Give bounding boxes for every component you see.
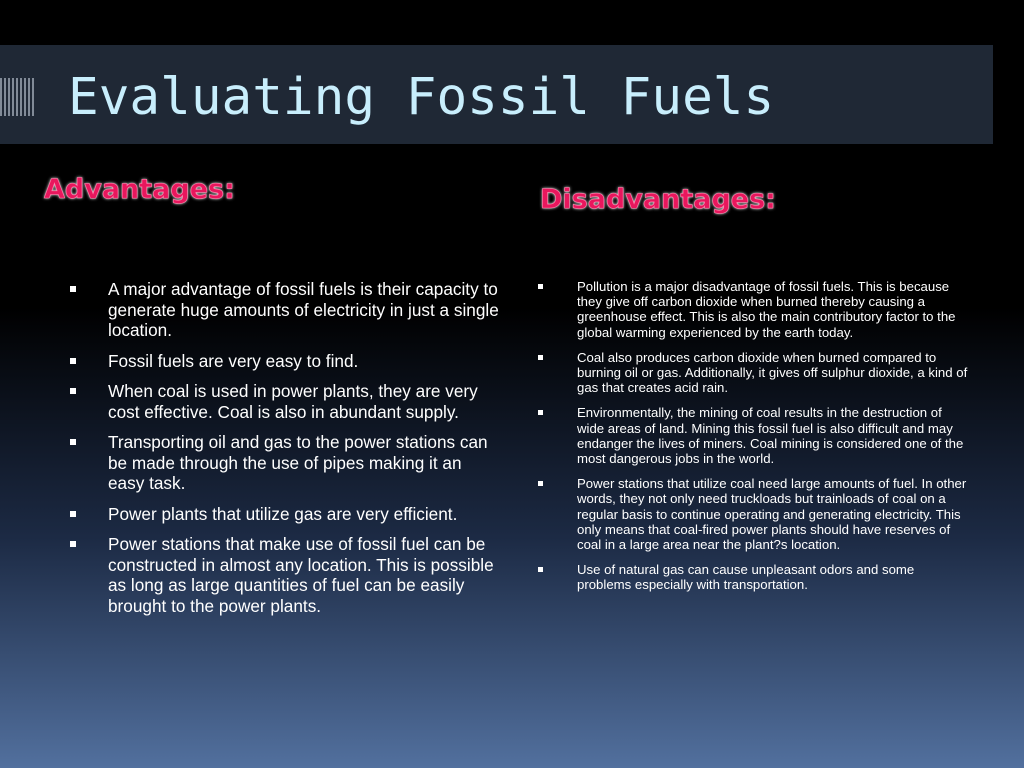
list-item bbox=[538, 279, 968, 340]
square-bullet-icon bbox=[538, 284, 543, 289]
advantages-heading: Advantages: bbox=[44, 174, 235, 205]
list-item-text: Use of natural gas can cause unpleasant odors and some problems especially with transportation. bbox=[577, 562, 915, 593]
list-item-text: Power plants that utilize gas are very efficient. bbox=[108, 503, 458, 524]
list-item bbox=[538, 476, 968, 552]
disadvantages-heading: Disadvantages: bbox=[540, 184, 776, 215]
list-item-text: Power stations that utilize coal need large amounts of fuel. In other words, they not only need truckloads but trainloads of coal on a regular basis to continue operating and generating electricity. This only means that coal-fired power plants should have reserves of coal in a large area near the plant?s location. bbox=[577, 476, 967, 553]
square-bullet-icon bbox=[70, 541, 76, 547]
list-item-text: Environmentally, the mining of coal results in the destruction of wide areas of land. Mining this fossil fuel is also difficult and may endanger the lives of miners. Coal mining is considered one of the most dangerous jobs in the world. bbox=[577, 405, 964, 467]
list-item bbox=[70, 432, 500, 494]
list-item bbox=[538, 562, 968, 592]
square-bullet-icon bbox=[70, 388, 76, 394]
striped-bars-decoration bbox=[0, 78, 36, 116]
list-item-text: A major advantage of fossil fuels is their capacity to generate huge amounts of electricity in just a single location. bbox=[108, 279, 499, 340]
list-item bbox=[70, 279, 500, 341]
list-item bbox=[70, 351, 500, 372]
square-bullet-icon bbox=[70, 439, 76, 445]
square-bullet-icon bbox=[70, 358, 76, 364]
list-item bbox=[538, 405, 968, 466]
square-bullet-icon bbox=[538, 410, 543, 415]
square-bullet-icon bbox=[70, 511, 76, 517]
list-item bbox=[70, 381, 500, 422]
slide-title: Evaluating Fossil Fuels bbox=[68, 68, 775, 127]
list-item bbox=[538, 350, 968, 396]
list-item-text: When coal is used in power plants, they are very cost effective. Coal is also in abundant supply. bbox=[108, 381, 478, 422]
square-bullet-icon bbox=[538, 355, 543, 360]
list-item-text: Power stations that make use of fossil fuel can be constructed in almost any location. This is possible as long as large quantities of fuel can be easily brought to the power plants. bbox=[108, 534, 494, 616]
square-bullet-icon bbox=[538, 481, 543, 486]
list-item bbox=[70, 534, 500, 616]
disadvantages-list bbox=[538, 279, 968, 603]
advantages-list bbox=[70, 279, 500, 626]
list-item bbox=[70, 504, 500, 525]
square-bullet-icon bbox=[70, 286, 76, 292]
list-item-text: Coal also produces carbon dioxide when burned compared to burning oil or gas. Additionally, it gives off sulphur dioxide, a kind of gas that creates acid rain. bbox=[577, 349, 968, 396]
list-item-text: Pollution is a major disadvantage of fossil fuels. This is because they give off carbon dioxide when burned thereby causing a greenhouse effect. This is also the main contributory factor to the global warming experienced by the earth today. bbox=[577, 279, 956, 340]
square-bullet-icon bbox=[538, 567, 543, 572]
list-item-text: Fossil fuels are very easy to find. bbox=[108, 350, 359, 371]
list-item-text: Transporting oil and gas to the power stations can be made through the use of pipes making it an easy task. bbox=[108, 432, 488, 493]
